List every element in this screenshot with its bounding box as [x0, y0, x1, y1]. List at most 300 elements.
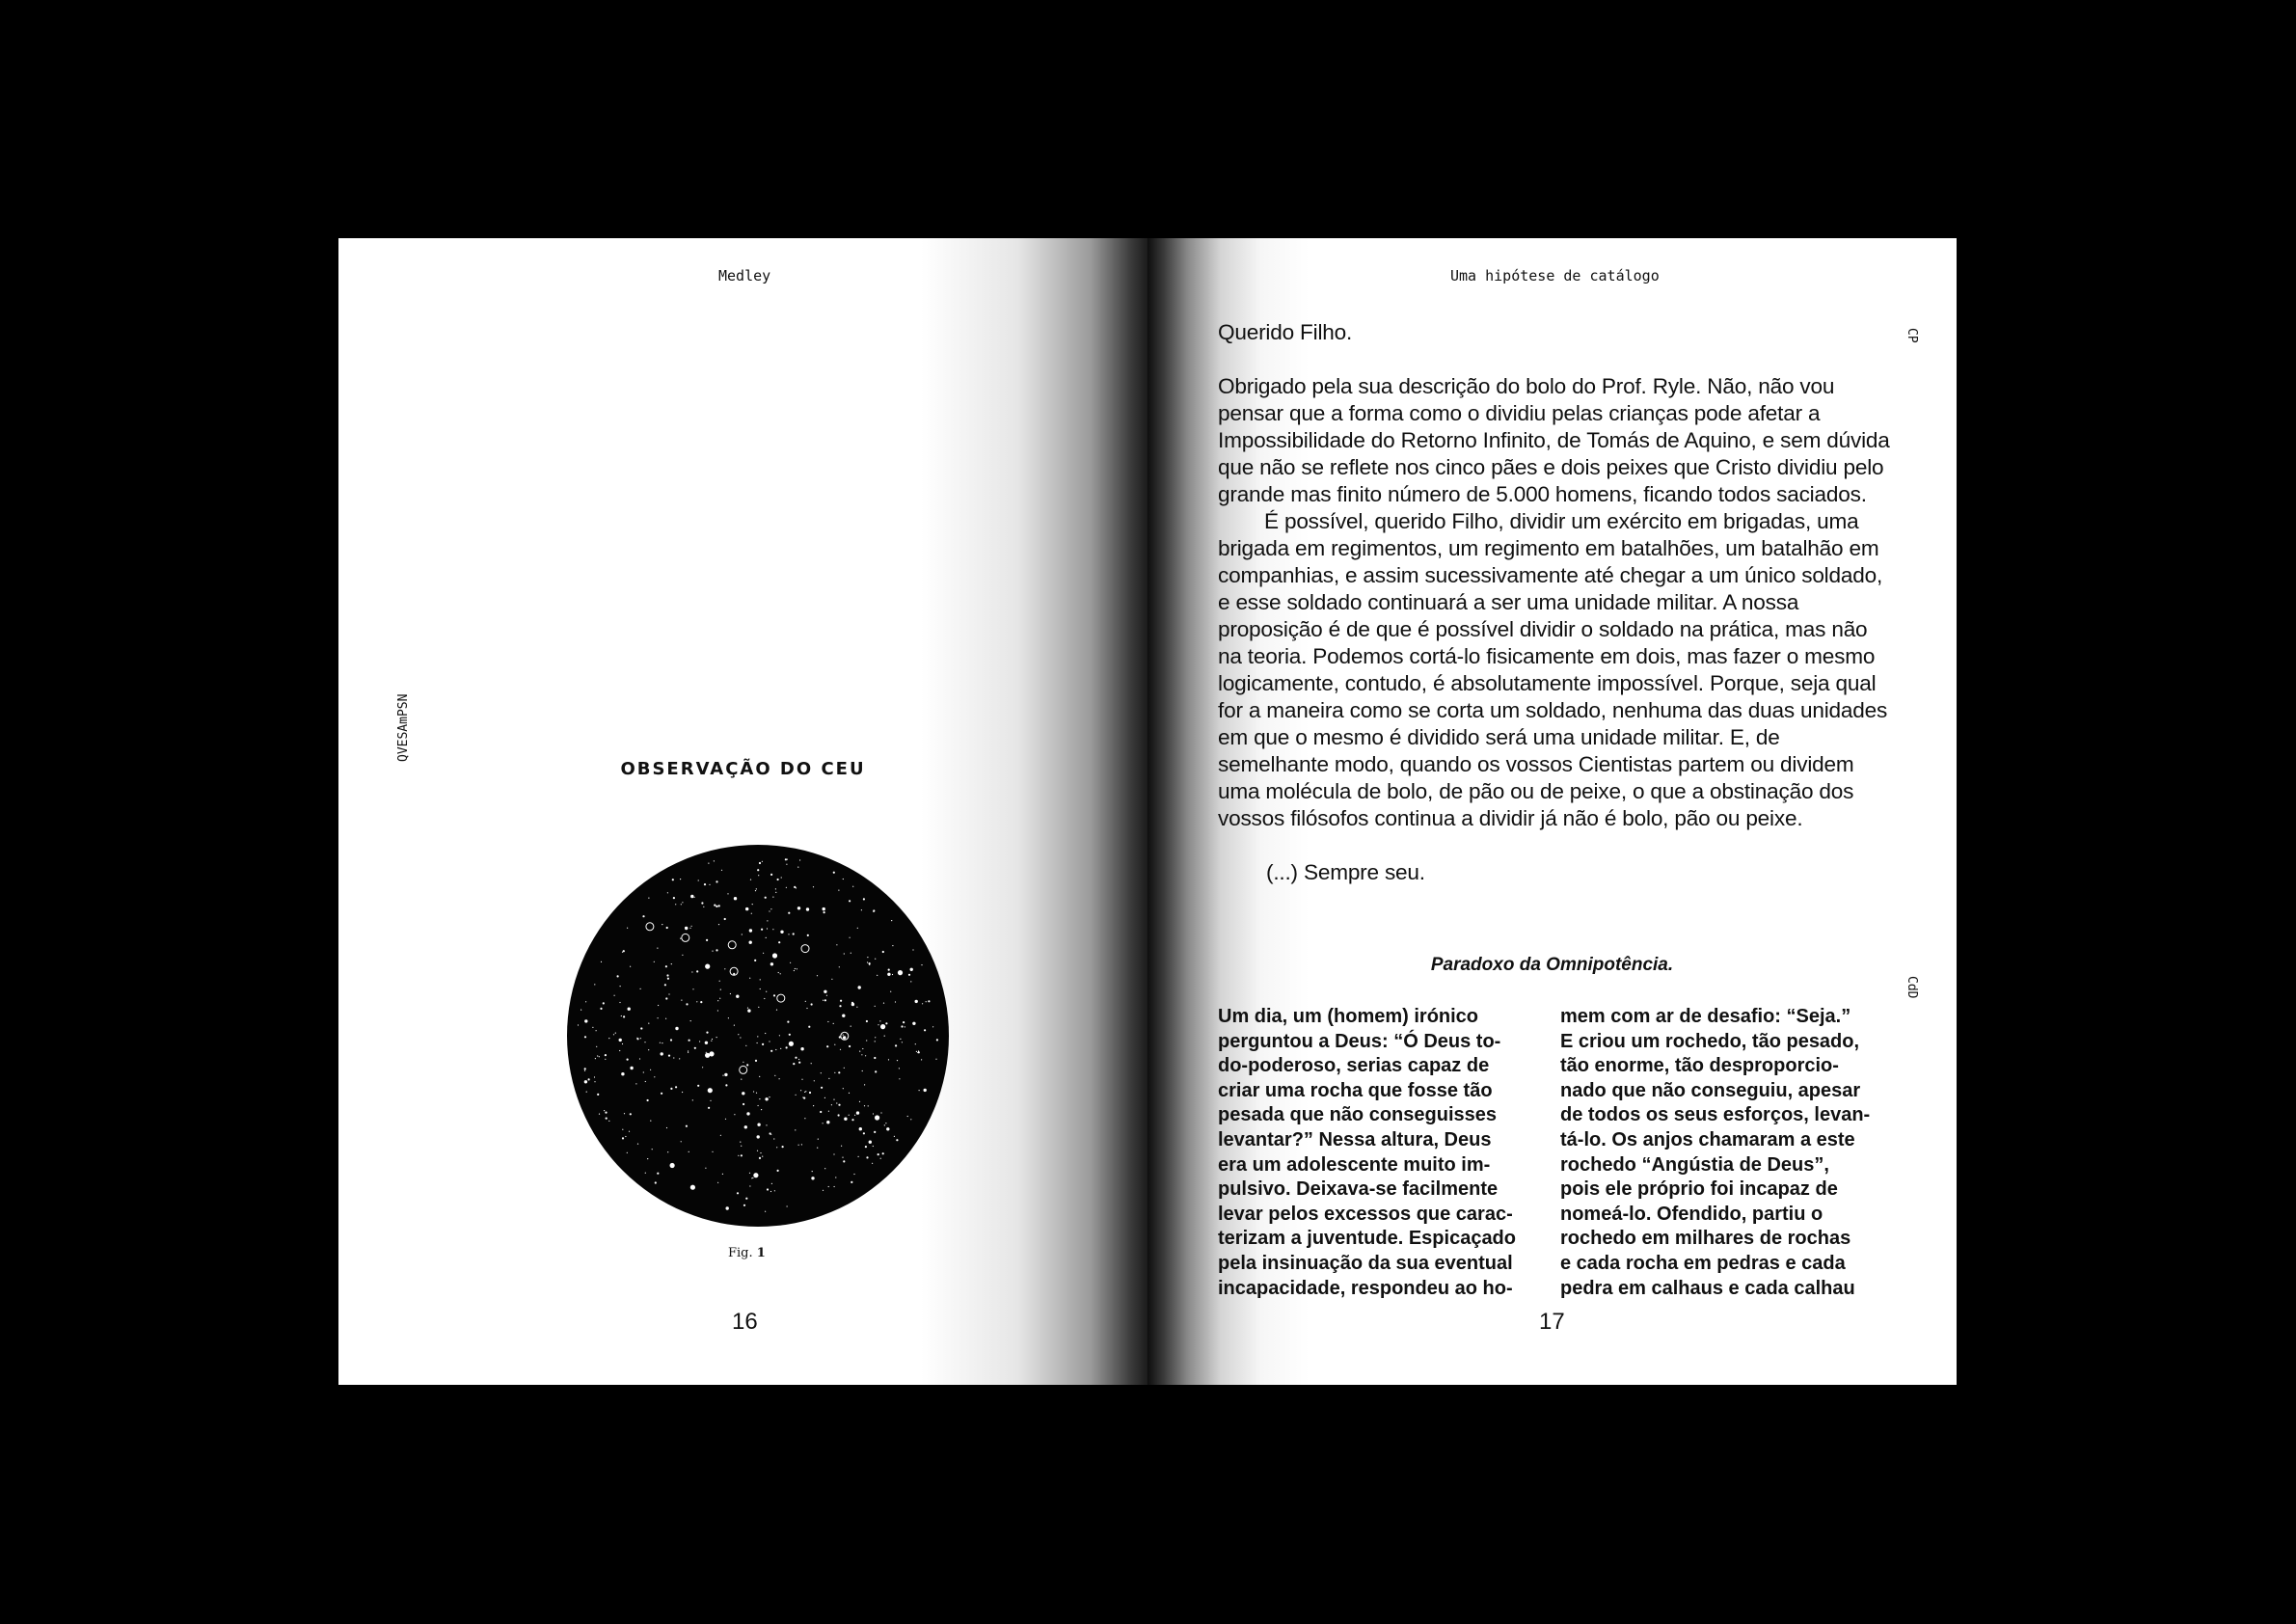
star — [761, 929, 763, 931]
star — [666, 927, 668, 929]
column-line: pesada que não conseguisses — [1218, 1104, 1497, 1126]
star — [843, 1088, 844, 1089]
star-chart-illustration — [565, 843, 951, 1229]
star — [720, 1135, 721, 1136]
star — [780, 931, 783, 934]
star — [661, 1052, 663, 1055]
column-line: de todos os seus esforços, levan- — [1560, 1104, 1871, 1126]
star — [834, 1186, 835, 1187]
star — [884, 1036, 885, 1037]
right-side-label-bottom: CdD — [1904, 976, 1919, 999]
star — [706, 939, 708, 941]
star — [743, 1204, 745, 1206]
star — [628, 1008, 631, 1011]
star — [771, 1183, 772, 1184]
star — [647, 1099, 649, 1101]
star — [615, 1033, 616, 1034]
star — [861, 1054, 862, 1055]
star — [858, 1156, 859, 1157]
star — [827, 1021, 828, 1022]
star — [824, 1097, 825, 1098]
letter-paragraph-2: É possível, querido Filho, dividir um exército em brigadas, uma brigada em regimentos, um regimento em batalhões, um batalhão em companhias, e assim sucessivamente até chegar a um único soldado, e esse soldado continuará a ser uma unidade militar. A nossa proposição é de que é possível dividir o soldado na prática, mas não na teoria. Podemos cortá-lo fisicamente em dois, mas fazer o mesmo logicamente, contudo, é absolutamente impossível. Porque, seja qual for a maneira como se corta um soldado, nenhuma das duas unidades em que o mesmo é dividido será uma unidade militar. E, de semelhante modo, quando os vossos Cientistas partem ou dividem uma molécula de bolo, de pão ou de peixe, o que a obstinação dos vossos filósofos continua a dividir já não é bolo, pão ou peixe. — [1218, 509, 1888, 830]
star — [666, 974, 668, 976]
star — [806, 907, 809, 910]
star — [712, 1151, 713, 1152]
star — [875, 1037, 876, 1038]
star — [806, 1008, 807, 1009]
star — [621, 1015, 622, 1016]
column-line: nomeá-lo. Ofendido, partiu o — [1560, 1203, 1823, 1225]
column-line: rochedo “Angústia de Deus”, — [1560, 1153, 1829, 1176]
star — [667, 1151, 668, 1152]
star — [706, 1032, 708, 1034]
figure-caption-prefix: Fig. — [728, 1246, 753, 1260]
column-line: terizam a juventude. Espicaçado — [1218, 1228, 1516, 1250]
star — [655, 1181, 657, 1183]
star — [640, 1038, 641, 1039]
star — [795, 968, 796, 969]
star — [767, 920, 768, 921]
star — [600, 1008, 602, 1010]
star — [759, 1076, 760, 1077]
star — [692, 1099, 693, 1100]
star — [722, 1174, 723, 1175]
star — [880, 1158, 881, 1159]
star — [772, 897, 773, 898]
star — [734, 897, 737, 900]
star — [595, 1058, 596, 1059]
star — [887, 973, 890, 976]
star — [709, 1051, 714, 1056]
star — [712, 951, 713, 952]
star — [670, 1088, 672, 1090]
star — [733, 973, 735, 975]
star — [657, 1173, 659, 1175]
star — [717, 1010, 718, 1011]
star — [936, 1039, 938, 1041]
star — [817, 1148, 818, 1149]
star — [867, 957, 868, 958]
star — [865, 1055, 866, 1056]
star — [833, 1023, 834, 1024]
star — [689, 1040, 690, 1042]
column-line: pedra em calhaus e cada calhau — [1560, 1277, 1855, 1299]
star — [767, 928, 768, 929]
star — [690, 1185, 695, 1190]
star — [828, 1186, 829, 1187]
star — [679, 1058, 680, 1059]
star — [673, 1057, 674, 1058]
star — [807, 934, 809, 936]
star — [851, 1119, 853, 1121]
star — [756, 888, 757, 889]
star — [751, 913, 752, 914]
star — [849, 1115, 850, 1116]
star — [599, 1114, 600, 1115]
star — [811, 1003, 813, 1005]
star — [875, 1041, 876, 1042]
star — [774, 1190, 775, 1191]
star — [717, 1182, 718, 1183]
star — [751, 1177, 752, 1178]
column-line: pois ele próprio foi incapaz de — [1560, 1178, 1838, 1201]
star — [717, 1000, 718, 1001]
star — [664, 984, 666, 986]
star — [808, 1026, 810, 1028]
star — [682, 1092, 683, 1093]
star — [762, 1043, 764, 1045]
star — [766, 991, 767, 992]
star — [798, 1145, 799, 1146]
star — [755, 890, 756, 891]
star — [874, 1131, 876, 1133]
star — [865, 1146, 867, 1148]
star — [689, 928, 690, 929]
star — [640, 988, 641, 989]
star — [899, 1078, 900, 1079]
star — [712, 1039, 713, 1040]
star — [763, 953, 764, 954]
star — [680, 938, 681, 939]
star — [716, 1037, 717, 1038]
star — [794, 970, 795, 971]
star — [667, 978, 669, 980]
star — [795, 1129, 796, 1130]
star — [838, 890, 839, 891]
star — [743, 1103, 744, 1105]
star — [828, 1078, 829, 1079]
star — [851, 1002, 853, 1004]
star — [910, 981, 911, 982]
star — [775, 888, 776, 889]
star — [831, 979, 832, 980]
star — [725, 1084, 727, 1086]
star — [915, 1000, 918, 1003]
star — [861, 909, 862, 910]
star — [859, 1051, 860, 1052]
star — [604, 1110, 605, 1111]
star — [692, 988, 693, 989]
star — [809, 1092, 811, 1094]
star — [760, 1152, 761, 1153]
star — [787, 1205, 788, 1206]
star — [714, 860, 715, 861]
star — [761, 1109, 762, 1110]
star — [776, 1147, 777, 1148]
star — [863, 1132, 865, 1134]
star — [757, 1123, 760, 1126]
star — [665, 997, 667, 999]
star — [868, 1105, 869, 1106]
star — [823, 1190, 824, 1191]
star — [755, 1060, 757, 1062]
star — [836, 944, 837, 945]
star — [738, 1034, 739, 1035]
star — [635, 1083, 636, 1084]
star — [787, 859, 788, 860]
star — [823, 1000, 824, 1001]
column-line: levantar?” Nessa altura, Deus — [1218, 1128, 1492, 1150]
star — [619, 1050, 620, 1051]
star — [912, 949, 913, 950]
star — [747, 1009, 750, 1012]
star — [858, 986, 861, 988]
star — [682, 902, 683, 903]
star — [867, 961, 868, 962]
star — [775, 892, 776, 893]
star — [752, 904, 753, 905]
column-line: levar pelos excessos que carac- — [1218, 1203, 1513, 1225]
star — [722, 1075, 723, 1076]
column-line: era um adolescente muito im- — [1218, 1153, 1491, 1176]
star — [605, 1059, 606, 1060]
star — [851, 1181, 852, 1183]
star — [866, 1040, 867, 1041]
star — [766, 1124, 767, 1125]
star — [899, 1068, 900, 1069]
star — [673, 897, 675, 899]
star — [857, 928, 858, 929]
star — [770, 874, 772, 876]
star — [818, 1139, 819, 1140]
star — [875, 1115, 879, 1120]
star — [921, 964, 922, 965]
star — [627, 1059, 629, 1061]
star — [872, 1163, 873, 1164]
star — [770, 1134, 771, 1135]
star — [685, 927, 688, 930]
star — [844, 1068, 845, 1069]
star — [671, 963, 672, 964]
star — [588, 1078, 590, 1080]
star — [668, 993, 669, 994]
star — [778, 972, 779, 973]
star — [696, 970, 698, 972]
star — [873, 1146, 874, 1147]
star — [831, 1104, 832, 1105]
star — [770, 908, 771, 909]
star — [888, 1059, 889, 1060]
star — [869, 962, 871, 964]
star — [599, 1056, 600, 1057]
star — [843, 879, 844, 880]
star — [773, 994, 775, 996]
star — [705, 964, 710, 969]
star — [780, 973, 781, 974]
star — [799, 859, 800, 860]
star — [619, 1039, 622, 1042]
star — [833, 872, 835, 874]
star — [886, 1127, 889, 1130]
star — [746, 1112, 749, 1115]
section-title: Paradoxo da Omnipotência. — [1430, 955, 1674, 975]
star — [630, 1113, 632, 1115]
star — [675, 1027, 678, 1030]
star — [749, 929, 752, 932]
star — [814, 1080, 815, 1081]
star — [844, 953, 845, 954]
star — [856, 1111, 859, 1114]
star — [885, 1022, 887, 1024]
column-line: pela insinuação da sua eventual — [1218, 1252, 1513, 1274]
figure-caption-number: 1 — [756, 1246, 766, 1260]
star — [643, 1071, 644, 1072]
column-line: tão enorme, tão desproporcio- — [1560, 1055, 1839, 1077]
star — [594, 1076, 595, 1077]
star — [681, 904, 682, 905]
star — [710, 1100, 711, 1101]
star — [856, 1007, 857, 1008]
star — [639, 1058, 640, 1059]
star — [900, 1039, 901, 1040]
star — [826, 1045, 828, 1047]
star — [648, 898, 649, 899]
star — [741, 1146, 742, 1147]
star — [759, 862, 761, 864]
star — [614, 995, 615, 996]
star — [718, 905, 720, 907]
star — [650, 1121, 651, 1122]
star — [752, 1177, 753, 1178]
star — [691, 971, 692, 972]
star — [854, 1115, 855, 1116]
star — [777, 879, 779, 880]
star — [728, 1017, 729, 1018]
star — [711, 1041, 712, 1042]
star — [838, 1114, 840, 1116]
star — [786, 887, 787, 888]
star — [627, 928, 628, 929]
star — [834, 1072, 835, 1073]
star — [880, 1024, 885, 1029]
star — [765, 1211, 766, 1212]
star — [624, 1113, 625, 1114]
star — [770, 1050, 772, 1052]
star — [645, 1173, 646, 1174]
star — [613, 1034, 614, 1035]
star — [596, 1046, 597, 1047]
star — [864, 1105, 865, 1106]
figure-title: OBSERVAÇÃO DO CEU — [620, 759, 866, 779]
star — [578, 1024, 579, 1025]
star — [740, 1037, 741, 1038]
star — [670, 1163, 675, 1168]
star — [843, 1036, 846, 1039]
star — [849, 1093, 850, 1094]
left-page-number: 16 — [732, 1309, 758, 1335]
star — [821, 1072, 822, 1073]
star — [916, 1051, 917, 1052]
column-line: nado que não conseguiu, apesar — [1560, 1079, 1861, 1101]
star — [790, 962, 791, 963]
star — [657, 948, 658, 949]
sky-disc — [567, 845, 949, 1227]
two-column-text — [1218, 1005, 1893, 1304]
star — [622, 1137, 624, 1139]
star — [650, 1069, 651, 1070]
star — [772, 929, 773, 930]
star — [629, 1131, 630, 1132]
star — [839, 966, 840, 967]
star — [700, 1001, 702, 1003]
column-line: pulsivo. Deixava-se facilmente — [1218, 1178, 1499, 1201]
star — [782, 1146, 784, 1148]
star — [718, 924, 719, 925]
star — [777, 1170, 779, 1172]
star — [895, 1044, 897, 1046]
star — [721, 870, 722, 871]
star — [719, 998, 720, 999]
star — [708, 1107, 710, 1109]
star — [749, 978, 750, 979]
star — [603, 1002, 605, 1004]
star — [826, 995, 827, 996]
star — [605, 1112, 607, 1114]
star — [660, 1042, 661, 1043]
star — [584, 1070, 585, 1071]
star — [622, 1043, 623, 1044]
star — [665, 1018, 666, 1019]
star — [753, 1173, 758, 1177]
star — [800, 1090, 801, 1091]
star-chart-svg — [565, 843, 951, 1229]
star — [778, 941, 780, 943]
star — [864, 1084, 865, 1085]
star — [896, 1139, 898, 1141]
star — [840, 1000, 842, 1002]
star — [617, 975, 619, 977]
star — [665, 965, 667, 967]
star — [716, 949, 717, 951]
star — [919, 1090, 920, 1091]
star — [705, 1053, 710, 1058]
star — [932, 1026, 933, 1027]
star — [694, 897, 695, 898]
star — [838, 1071, 840, 1073]
star — [594, 984, 595, 985]
star — [622, 952, 623, 953]
star — [833, 1099, 834, 1100]
star — [720, 989, 721, 990]
star — [584, 1036, 586, 1038]
star — [672, 879, 674, 880]
column-line: rochedo em milhares de rochas — [1560, 1228, 1851, 1250]
star — [697, 1085, 699, 1087]
column-line: Um dia, um (homem) irónico — [1218, 1006, 1479, 1027]
star — [652, 1149, 653, 1150]
star — [584, 1019, 587, 1022]
star — [699, 1041, 700, 1042]
star — [749, 941, 752, 944]
star — [875, 959, 876, 960]
star — [645, 1081, 646, 1082]
star — [675, 1086, 677, 1088]
star — [608, 1038, 609, 1039]
star — [702, 1067, 703, 1068]
star — [817, 975, 818, 976]
star — [757, 1042, 758, 1043]
star — [696, 1001, 697, 1002]
star — [745, 907, 748, 910]
star — [737, 1192, 739, 1194]
star — [706, 1052, 707, 1053]
star — [789, 1034, 791, 1036]
star — [805, 1001, 806, 1002]
star — [623, 1015, 625, 1017]
star — [785, 858, 787, 860]
left-running-head: Medley — [718, 267, 771, 284]
star — [839, 1005, 841, 1007]
